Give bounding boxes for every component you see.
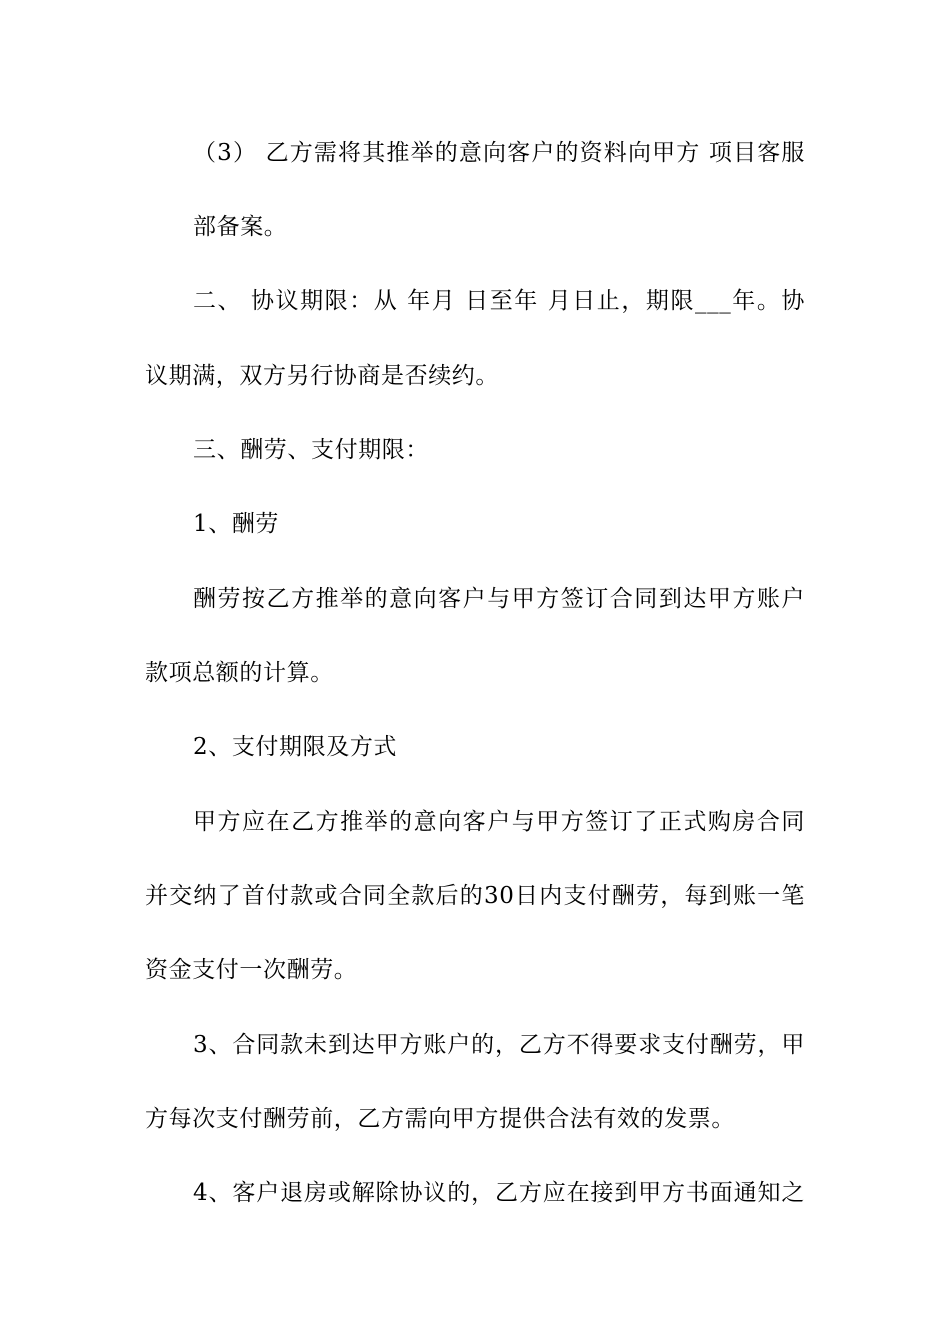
paragraph-line: 方每次支付酬劳前，乙方需向甲方提供合法有效的发票。: [145, 1106, 735, 1132]
paragraph-line: 部备案。: [193, 214, 288, 240]
paragraph-line: 二、 协议期限：从 年月 日至年 月日止，期限___年。协: [193, 288, 805, 314]
paragraph-line: （3） 乙方需将其推举的意向客户的资料向甲方 项目客服: [193, 140, 805, 166]
subsection-heading: 1、酬劳: [193, 511, 280, 537]
paragraph-line: 4、客户退房或解除协议的，乙方应在接到甲方书面通知之: [193, 1180, 805, 1206]
section-heading: 三、酬劳、支付期限：: [193, 437, 429, 463]
paragraph-line: 议期满，双方另行协商是否续约。: [145, 363, 499, 389]
paragraph-line: 3、合同款未到达甲方账户的，乙方不得要求支付酬劳，甲: [193, 1032, 805, 1058]
paragraph-line: 并交纳了首付款或合同全款后的30日内支付酬劳，每到账一笔: [145, 883, 805, 909]
paragraph-line: 甲方应在乙方推举的意向客户与甲方签订了正式购房合同: [193, 809, 805, 835]
subsection-heading: 2、支付期限及方式: [193, 734, 398, 760]
paragraph-line: 款项总额的计算。: [145, 660, 334, 686]
paragraph-line: 酬劳按乙方推举的意向客户与甲方签订合同到达甲方账户: [193, 586, 805, 612]
paragraph-line: 资金支付一次酬劳。: [145, 957, 358, 983]
